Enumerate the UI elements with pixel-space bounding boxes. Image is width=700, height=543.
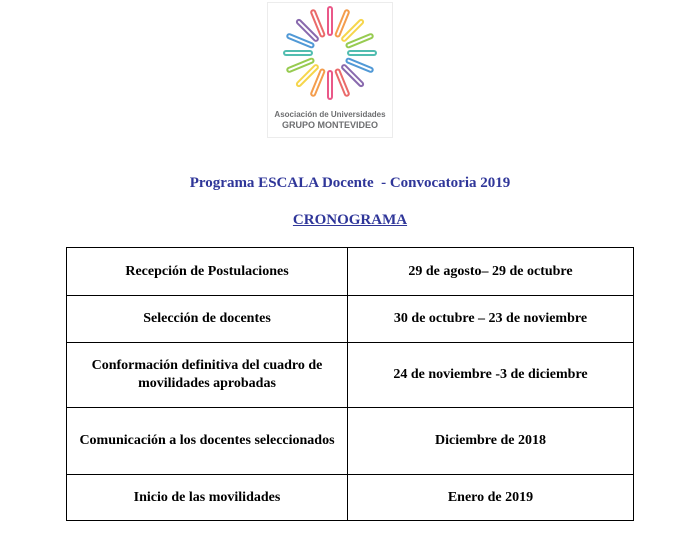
- logo-petal-gap: [299, 67, 316, 84]
- table-row: [67, 343, 634, 408]
- table-row: [67, 296, 634, 343]
- stage-cell: Inicio de las movilidades: [67, 475, 348, 521]
- program-title: Programa ESCALA Docente - Convocatoria 2019: [189, 175, 511, 191]
- table-row: [67, 408, 634, 475]
- stage-cell: Selección de docentes: [67, 296, 348, 343]
- section-title: CRONOGRAMA: [292, 212, 408, 228]
- dates-cell: 24 de noviembre -3 de diciembre: [348, 343, 634, 408]
- dates-cell: 30 de octubre – 23 de noviembre: [348, 296, 634, 343]
- logo-org-line1: Asociación de Universidades: [274, 110, 386, 119]
- logo-petal-gap: [299, 22, 316, 39]
- schedule-table: [66, 247, 634, 521]
- table-row: [67, 248, 634, 296]
- auGM-logo: [267, 2, 393, 138]
- logo-petal-gap: [344, 22, 361, 39]
- logo-petal-gap: [344, 67, 361, 84]
- dates-cell: 29 de agosto– 29 de octubre: [348, 248, 634, 296]
- stage-cell: Comunicación a los docentes seleccionados: [67, 408, 348, 475]
- logo-org-line2: GRUPO MONTEVIDEO: [281, 120, 378, 130]
- sun-logo-icon: [268, 3, 392, 113]
- dates-cell: Enero de 2019: [348, 475, 634, 521]
- stage-cell: Recepción de Postulaciones: [67, 248, 348, 296]
- dates-cell: Diciembre de 2018: [348, 408, 634, 475]
- stage-cell: Conformación definitiva del cuadro de movilidades aprobadas: [67, 343, 348, 408]
- table-row: [67, 475, 634, 521]
